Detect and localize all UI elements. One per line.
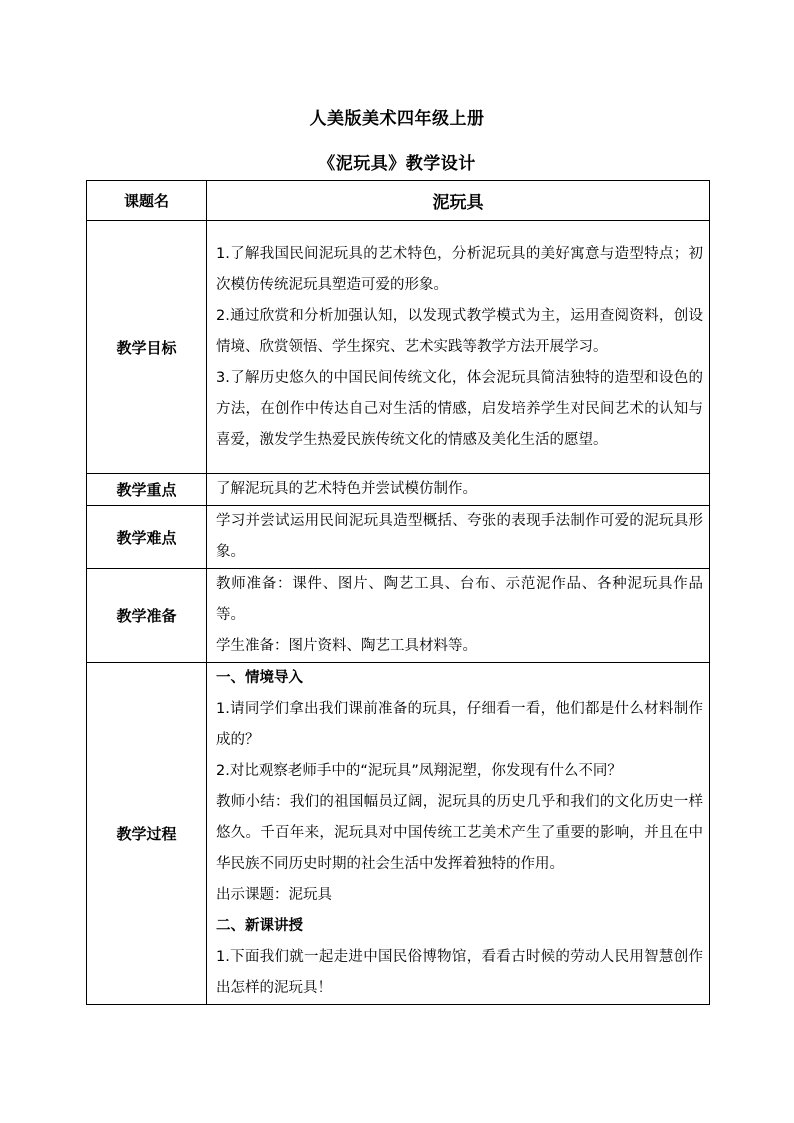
table-row-preparation xyxy=(87,569,710,663)
table-row-difficulties xyxy=(87,506,710,569)
key-points-label: 教学重点 xyxy=(87,474,207,506)
preparation-label: 教学准备 xyxy=(87,569,207,663)
goal-item: 1.了解我国民间泥玩具的艺术特色，分析泥玩具的美好寓意与造型特点；初次模仿传统泥玩具塑造可爱的形象。 xyxy=(216,245,703,293)
preparation-content xyxy=(207,569,710,663)
process-label: 教学过程 xyxy=(87,663,207,1005)
goals-content xyxy=(207,221,710,474)
preparation-item: 教师准备：课件、图片、陶艺工具、台布、示范泥作品、各种泥玩具作品等。 xyxy=(216,576,703,623)
difficulties-content: 学习并尝试运用民间泥玩具造型概括、夸张的表现手法制作可爱的泥玩具形象。 xyxy=(207,506,710,569)
document-subtitle: 《泥玩具》教学设计 xyxy=(318,154,476,174)
topic-value: 泥玩具 xyxy=(207,181,710,221)
document-title: 人美版美术四年级上册 xyxy=(309,109,485,129)
lesson-plan-table xyxy=(86,180,710,1005)
table-row-process xyxy=(87,663,710,1005)
process-item: 1.下面我们就一起走进中国民俗博物馆，看看古时候的劳动人民用智慧创作出怎样的泥玩具！ xyxy=(216,949,703,996)
process-item: 1.请同学们拿出我们课前准备的玩具，仔细看一看，他们都是什么材料制作成的？ xyxy=(216,701,703,748)
process-content xyxy=(207,663,710,1005)
preparation-item: 学生准备：图片资料、陶艺工具材料等。 xyxy=(216,638,477,654)
goal-item: 3.了解历史悠久的中国民间传统文化，体会泥玩具简洁独特的造型和设色的方法，在创作中传达自己对生活的情感，启发培养学生对民间艺术的认知与喜爱，激发学生热爱民族传统文化的情感及美化生活的愿望。 xyxy=(216,369,703,448)
key-points-content: 了解泥玩具的艺术特色并尝试模仿制作。 xyxy=(207,474,710,506)
process-item: 2.对比观察老师手中的“泥玩具”凤翔泥塑，你发现有什么不同？ xyxy=(216,763,622,779)
table-row-key-points xyxy=(87,474,710,506)
goals-label: 教学目标 xyxy=(87,221,207,474)
table-row-topic xyxy=(87,181,710,221)
process-item: 教师小结：我们的祖国幅员辽阔，泥玩具的历史几乎和我们的文化历史一样悠久。千百年来，泥玩具对中国传统工艺美术产生了重要的影响，并且在中华民族不同历史时期的社会生活中发挥着独特的作用。 xyxy=(216,794,703,872)
goal-item: 2.通过欣赏和分析加强认知，以发现式教学模式为主，运用查阅资料，创设情境、欣赏领悟、学生探究、艺术实践等教学方法开展学习。 xyxy=(216,307,703,355)
table-row-goals xyxy=(87,221,710,474)
section-heading: 一、情境导入 xyxy=(216,670,303,686)
topic-label: 课题名 xyxy=(87,181,207,221)
section-heading: 二、新课讲授 xyxy=(216,918,303,934)
process-item: 出示课题：泥玩具 xyxy=(216,887,332,903)
difficulties-label: 教学难点 xyxy=(87,506,207,569)
